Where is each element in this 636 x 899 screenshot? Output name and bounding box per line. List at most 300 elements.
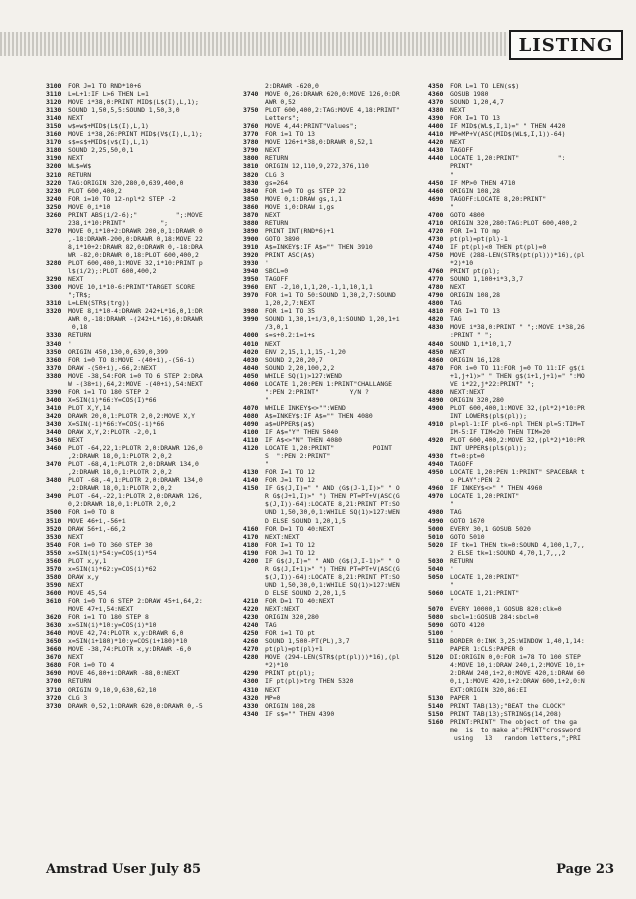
code-line bbox=[46, 122, 222, 130]
line-number: 3230 bbox=[46, 186, 62, 195]
line-code: FOR D=1 TO 40:NEXT bbox=[265, 524, 335, 533]
line-number: 3440 bbox=[46, 428, 62, 437]
line-code: FOR J=1 TO 12 bbox=[265, 548, 316, 557]
line-code: ORIGIN 320,280 bbox=[265, 613, 319, 622]
code-line bbox=[46, 565, 222, 573]
code-line bbox=[243, 138, 419, 146]
code-line bbox=[46, 187, 222, 195]
line-number: 4040 bbox=[243, 363, 259, 372]
code-line bbox=[243, 380, 419, 404]
line-code: ' bbox=[450, 564, 454, 573]
code-line bbox=[46, 436, 222, 444]
line-number: 4190 bbox=[243, 548, 259, 557]
code-line bbox=[428, 219, 604, 227]
line-number: 3600 bbox=[46, 588, 62, 597]
line-number: 3980 bbox=[243, 307, 259, 316]
line-number: 5100 bbox=[428, 629, 444, 638]
line-code: ORIGIN 9,10,9,630,62,10 bbox=[68, 685, 157, 694]
line-code: NEXT bbox=[68, 275, 84, 284]
line-code: MOVE -38,54:FOR i=0 TO 6 STEP 2:DRA W -(38+i),64,2:MOVE -(40+i),54:NEXT bbox=[68, 371, 203, 388]
code-line bbox=[243, 291, 419, 307]
line-code: L=L+1:IF L>6 THEN L=1 bbox=[68, 90, 149, 99]
line-code: pt(pl)=pt(pl)-1 bbox=[450, 234, 508, 243]
code-line bbox=[428, 235, 604, 243]
line-number: 4760 bbox=[428, 267, 444, 276]
line-code: IF INKEY$<>" " THEN 4960 bbox=[450, 484, 543, 493]
code-line bbox=[243, 533, 419, 541]
line-number: 3720 bbox=[46, 693, 62, 702]
code-line bbox=[428, 98, 604, 106]
line-code: TAGOFF bbox=[265, 275, 289, 284]
line-number: 5140 bbox=[428, 701, 444, 710]
line-number: 3630 bbox=[46, 621, 62, 630]
line-code: PLOT -68,-4,1:PLOTR 2,0:DRAWR 134,0 ,2:DRAWR 18,0,1:PLOTR 2,0,2 bbox=[68, 476, 203, 493]
code-line bbox=[428, 315, 604, 323]
line-code: CLG 3 bbox=[265, 170, 285, 179]
line-code: MOVE (288-LEN(STR$(pt(pl)))*16),(pl *2)*10 bbox=[450, 250, 585, 268]
code-line bbox=[428, 541, 604, 557]
line-code: FOR i=0 TO 6 STEP 2:DRAW 45+i,64,2: MOVE 47+i,54:NEXT bbox=[68, 597, 203, 614]
line-number: 4920 bbox=[428, 436, 444, 445]
line-code: PLOT 600,400,1:MOVE 32,i*10:PRINT p l$(i/2);:PLOT 600,400,2 bbox=[68, 259, 203, 276]
line-code: CLG 3 bbox=[68, 693, 88, 702]
line-number: 4320 bbox=[243, 693, 259, 702]
line-number: 3220 bbox=[46, 178, 62, 187]
code-line bbox=[243, 227, 419, 235]
line-code: PRINT pt(pl); bbox=[265, 669, 316, 678]
line-code: FOR I=1 TO mp bbox=[450, 226, 501, 235]
code-line bbox=[46, 404, 222, 412]
code-line bbox=[243, 106, 419, 122]
code-line bbox=[46, 581, 222, 589]
line-code: NEXT bbox=[450, 106, 466, 115]
line-number: 3100 bbox=[46, 82, 62, 90]
line-code: A$=INKEY$:IF A$="" THEN 4080 bbox=[265, 411, 373, 420]
line-code: NEXT bbox=[265, 339, 281, 348]
line-number: 3320 bbox=[46, 307, 62, 316]
code-line bbox=[428, 323, 604, 339]
line-code: ORIGIN 16,128 bbox=[450, 355, 501, 364]
line-code: x=SIN(i+180)*10:y=COS(i+180)*10 bbox=[68, 637, 188, 646]
line-code: IF G$(J,I)=" " AND (G$(J-1,I)>" " O R G$(J+1,I)>" ") THEN PT=PT+V(ASC(G $(J,I))-64):LOCATE 8,21:PRINT PT:SO UND 1,50,30,0,1:WHILE SQ(1)>127:WEN D ELSE SOUND 1,20,1,5 bbox=[265, 484, 400, 525]
line-number: 3900 bbox=[243, 234, 259, 243]
code-line bbox=[46, 130, 222, 138]
line-code: TAG:ORIGIN 320,280,0,639,400,0 bbox=[68, 178, 184, 187]
code-line bbox=[243, 613, 419, 621]
line-number: 4690 bbox=[428, 194, 444, 203]
line-code: a$=UPPER$(a$) bbox=[265, 419, 316, 428]
line-number: 4990 bbox=[428, 516, 444, 525]
code-line bbox=[46, 179, 222, 187]
line-code: PLOT X,Y,14 bbox=[68, 403, 111, 412]
line-code: ORIGIN 320,280:TAG:PLOT 600,400,2 bbox=[450, 218, 577, 227]
code-line bbox=[243, 468, 419, 476]
line-code: TAGOFF bbox=[450, 146, 474, 155]
line-code: MP=0 bbox=[265, 693, 281, 702]
code-line bbox=[46, 549, 222, 557]
line-number: 4150 bbox=[243, 484, 259, 493]
line-code: FOR I=1 TO 13 bbox=[450, 114, 501, 123]
header-band bbox=[0, 32, 508, 56]
line-number: 4900 bbox=[428, 403, 444, 412]
code-line bbox=[46, 211, 222, 227]
code-line bbox=[46, 340, 222, 348]
line-number: 4440 bbox=[428, 154, 444, 163]
line-code: FOR i=0 TO 8 bbox=[68, 508, 115, 517]
line-code: RETURN bbox=[68, 170, 92, 179]
line-code: w$=w$+MID$(L$(I),L,1) bbox=[68, 122, 149, 131]
code-line bbox=[243, 259, 419, 267]
line-number: 3920 bbox=[243, 250, 259, 259]
line-code: SBCL=0 bbox=[265, 267, 289, 276]
code-line bbox=[46, 589, 222, 597]
line-number: 4060 bbox=[243, 379, 259, 388]
line-code: SOUND 1,30,1+i/3,0,1:SOUND 1,20,1+i /3,0,1 bbox=[265, 315, 400, 332]
page-number: Page 23 bbox=[556, 862, 614, 877]
line-code: DI:ORIGIN 0,0:FOR i=78 TO 100 STEP 4:MOVE 10,i:DRAW 240,i,2:MOVE 10,i+ 2:DRAW 240,i+2,0:MOVE 420,i:DRAW 60 0,i,1:MOVE 420,i+2:DRAW 600,i+2,0:N EXT:ORIGIN 320,86:EI bbox=[450, 653, 585, 694]
code-line bbox=[243, 404, 419, 412]
line-code: PRINT TAB(13);STRING$(14,208) bbox=[450, 709, 562, 718]
line-code: MOVE 8,i*10-4:DRAWR 242+L*16,0,1:DR AWR 0,-18:DRAWR -(242+L*16),0:DRAWR 0,18 bbox=[68, 307, 203, 332]
code-line bbox=[428, 138, 604, 146]
line-number: 3330 bbox=[46, 331, 62, 340]
code-line bbox=[46, 525, 222, 533]
code-line bbox=[46, 621, 222, 629]
line-code: NEXT bbox=[265, 146, 281, 155]
line-code: DRAW 56+i,-66,2 bbox=[68, 524, 126, 533]
line-code: TAG bbox=[450, 299, 462, 308]
line-code: BORDER 0:INK 3,25:WINDOW 1,40,1,14: PAPER 1:CLS:PAPER 0 bbox=[450, 637, 585, 654]
line-number: 3640 bbox=[46, 629, 62, 638]
code-line bbox=[46, 492, 222, 508]
line-number: 4090 bbox=[243, 419, 259, 428]
line-code: L=LEN(STR$(trg)) bbox=[68, 299, 130, 308]
line-code: IF tk=1 THEN tk=0:SOUND 4,100,1,7,, 2 ELSE tk=1:SOUND 4,70,1,7,,,2 bbox=[450, 540, 585, 557]
code-line bbox=[46, 645, 222, 653]
line-number: 3790 bbox=[243, 146, 259, 155]
code-line bbox=[243, 146, 419, 154]
code-line bbox=[428, 573, 604, 589]
line-number: 3750 bbox=[243, 106, 259, 115]
code-line bbox=[428, 484, 604, 492]
code-line bbox=[428, 533, 604, 541]
line-code: NEXT bbox=[68, 653, 84, 662]
code-line bbox=[46, 203, 222, 211]
code-line bbox=[46, 195, 222, 203]
code-line bbox=[428, 525, 604, 533]
code-line bbox=[46, 637, 222, 645]
code-line bbox=[243, 549, 419, 557]
line-code: NEXT bbox=[265, 210, 281, 219]
line-number: 3570 bbox=[46, 564, 62, 573]
code-line bbox=[428, 621, 604, 629]
line-number: 3770 bbox=[243, 130, 259, 139]
line-code: TAGOFF:LOCATE 8,20:PRINT" " bbox=[450, 194, 547, 211]
line-code: LOCATE 1,20:PEN 1:PRINT"CHALLANGE ":PEN 2:PRINT" Y/N ? " bbox=[265, 379, 392, 404]
line-code: LOCATE 1,20:PRINT" POINT S ":PEN 2:PRINT" " bbox=[265, 444, 392, 469]
code-line bbox=[428, 130, 604, 138]
line-code: NEXT bbox=[68, 154, 84, 163]
line-code: RETURN bbox=[265, 154, 289, 163]
line-number: 3210 bbox=[46, 170, 62, 179]
code-line bbox=[428, 637, 604, 653]
line-number: 4970 bbox=[428, 492, 444, 501]
code-line bbox=[46, 444, 222, 460]
line-number: 3740 bbox=[243, 90, 259, 99]
code-line bbox=[428, 146, 604, 154]
line-code: GOTO 3890 bbox=[265, 234, 300, 243]
code-line bbox=[243, 686, 419, 694]
line-number: 3810 bbox=[243, 162, 259, 171]
code-line bbox=[428, 460, 604, 468]
line-code: SOUND 1,500-PT(PL),3,7 bbox=[265, 637, 350, 646]
code-line bbox=[428, 605, 604, 613]
line-number: 3650 bbox=[46, 637, 62, 646]
line-code: FOR i=1 TO pt bbox=[265, 629, 316, 638]
line-number: 4310 bbox=[243, 685, 259, 694]
line-number: 3670 bbox=[46, 653, 62, 662]
line-number: 3200 bbox=[46, 162, 62, 171]
line-code: ' bbox=[265, 259, 269, 268]
line-code: MOVE 0,i:DRAW gs,i,1 bbox=[265, 194, 342, 203]
line-number: 4770 bbox=[428, 275, 444, 284]
code-line bbox=[428, 348, 604, 356]
line-code: GOTO 1670 bbox=[450, 516, 485, 525]
line-number: 4330 bbox=[243, 701, 259, 710]
line-number: 4220 bbox=[243, 605, 259, 614]
code-line bbox=[46, 98, 222, 106]
code-line bbox=[243, 203, 419, 211]
line-number: 3170 bbox=[46, 138, 62, 147]
line-number: 3820 bbox=[243, 170, 259, 179]
code-line bbox=[46, 82, 222, 90]
line-code: FOR L=1 TO LEN(s$) bbox=[450, 82, 520, 90]
line-number: 4290 bbox=[243, 669, 259, 678]
code-line bbox=[46, 541, 222, 549]
line-code: A$=INKEY$:IF A$="" THEN 3910 bbox=[265, 242, 373, 251]
code-line bbox=[46, 356, 222, 364]
code-line bbox=[428, 211, 604, 219]
code-line bbox=[46, 476, 222, 492]
code-line bbox=[46, 517, 222, 525]
line-number: 3910 bbox=[243, 242, 259, 251]
code-line bbox=[46, 597, 222, 613]
line-code: FOR i=1 TO 180 STEP 8 bbox=[68, 613, 149, 622]
line-number: 3500 bbox=[46, 508, 62, 517]
line-code: ENV 2,15,1,1,15,-1,20 bbox=[265, 347, 346, 356]
code-line bbox=[243, 187, 419, 195]
line-number: 3960 bbox=[243, 283, 259, 292]
line-code: FOR i=0 TO 360 STEP 30 bbox=[68, 540, 153, 549]
line-code: FOR D=1 TO 40:NEXT bbox=[265, 597, 335, 605]
code-line bbox=[46, 372, 222, 388]
line-number: 3780 bbox=[243, 138, 259, 147]
line-number: 3940 bbox=[243, 267, 259, 276]
line-number: 3520 bbox=[46, 524, 62, 533]
line-code: IF MID$(WL$,I,1)=" " THEN 4420 bbox=[450, 122, 566, 131]
line-code: MOVE 45,54 bbox=[68, 588, 107, 597]
line-number: 3530 bbox=[46, 532, 62, 541]
line-number: 4130 bbox=[243, 468, 259, 477]
line-number: 4890 bbox=[428, 395, 444, 404]
line-number: 4820 bbox=[428, 315, 444, 324]
line-number: 3130 bbox=[46, 106, 62, 115]
line-code: LOCATE 1,20:PRINT" " bbox=[450, 572, 520, 589]
code-line bbox=[243, 605, 419, 613]
line-code: FOR i=1 TO 50:SOUND 1,30,2,7:SOUND 1,20,2,7:NEXT bbox=[265, 291, 396, 308]
code-line bbox=[428, 420, 604, 436]
line-code: RETURN bbox=[265, 218, 289, 227]
code-line bbox=[46, 677, 222, 685]
line-number: 3660 bbox=[46, 645, 62, 654]
line-code: MOVE 46+i,-56+i bbox=[68, 516, 126, 525]
code-line bbox=[46, 171, 222, 179]
code-line bbox=[46, 138, 222, 146]
code-line bbox=[428, 243, 604, 251]
line-code: ' bbox=[68, 339, 72, 348]
code-line bbox=[428, 613, 604, 621]
line-code: ORIGIN 108,28 bbox=[450, 291, 501, 300]
line-code: s$=s$+MID$(v$(I),L,1) bbox=[68, 138, 149, 147]
line-number: 4080 bbox=[243, 411, 259, 420]
code-line bbox=[428, 508, 604, 516]
line-number: 3360 bbox=[46, 355, 62, 364]
code-line bbox=[46, 669, 222, 677]
line-code: LOCATE 1,20:PRINT" " bbox=[450, 492, 520, 509]
line-code: PRINT ASC(A$) bbox=[265, 250, 316, 259]
line-code: FOR I=1 TO 12 bbox=[265, 468, 316, 477]
line-code: PRINT TAB(13);"BEAT the CLOCK" bbox=[450, 701, 566, 710]
code-line bbox=[243, 629, 419, 637]
line-code: PRINT ABS(i/2-6);" ";:MOVE 238,i*10:PRINT" "; bbox=[68, 210, 203, 227]
code-line bbox=[428, 179, 604, 187]
line-code: SOUND 1,20,4,7 bbox=[450, 98, 504, 107]
code-line bbox=[428, 404, 604, 420]
code-line bbox=[243, 412, 419, 420]
line-number: 5000 bbox=[428, 524, 444, 533]
code-line bbox=[243, 541, 419, 549]
code-line bbox=[46, 661, 222, 669]
line-code: MOVE 42,74:PLOTR x,y:DRAWR 6,0 bbox=[68, 629, 184, 638]
line-number: 3860 bbox=[243, 202, 259, 211]
line-number: 3240 bbox=[46, 194, 62, 203]
line-code: GOTO 5010 bbox=[450, 532, 485, 541]
line-code: MOVE 0,i*10+2:DRAWR 200,0,1:DRAWR 0 ,-18:DRAWR-200,0:DRAWR 0,18:MOVE 22 8,i*10+2:DRAWR 82,0:DRAWR 0,-18:DRA WR -82,0:DRAWR 0,18:PLOT 600,400,2 bbox=[68, 226, 203, 259]
code-line bbox=[243, 331, 419, 339]
line-code: RETURN bbox=[68, 677, 92, 686]
code-line bbox=[428, 565, 604, 573]
line-number: 3190 bbox=[46, 154, 62, 163]
line-code: MOVE 46,80+i:DRAWR -88,0:NEXT bbox=[68, 669, 180, 678]
code-line bbox=[46, 162, 222, 170]
line-code: DRAWR 20,0,1:PLOTR 2,0,2:MOVE X,Y bbox=[68, 411, 195, 420]
line-number: 3990 bbox=[243, 315, 259, 324]
line-number: 4260 bbox=[243, 637, 259, 646]
code-line bbox=[243, 154, 419, 162]
code-line bbox=[428, 653, 604, 693]
line-number: 4960 bbox=[428, 484, 444, 493]
code-line bbox=[243, 364, 419, 372]
code-line bbox=[243, 348, 419, 356]
line-number: 4930 bbox=[428, 452, 444, 461]
code-line bbox=[243, 243, 419, 251]
line-number: 3680 bbox=[46, 661, 62, 670]
code-line bbox=[428, 629, 604, 637]
code-line bbox=[46, 613, 222, 621]
code-line bbox=[46, 629, 222, 637]
code-line bbox=[46, 331, 222, 339]
line-number: 3150 bbox=[46, 122, 62, 131]
line-number: 3350 bbox=[46, 347, 62, 356]
line-code: MOVE 126+i*38,0:DRAWR 0,52,1 bbox=[265, 138, 373, 147]
line-code: x=SIN(i)*62:y=COS(i)*62 bbox=[68, 564, 157, 573]
line-number: 3420 bbox=[46, 411, 62, 420]
line-code: EVERY 10000,1 GOSUB 820:clk=0 bbox=[450, 605, 562, 614]
line-code: NEXT bbox=[265, 685, 281, 694]
code-line bbox=[243, 122, 419, 130]
line-code: EVERY 30,1 GOSUB 5020 bbox=[450, 524, 531, 533]
line-number: 5030 bbox=[428, 556, 444, 565]
code-line bbox=[243, 621, 419, 629]
line-number: 4780 bbox=[428, 283, 444, 292]
line-code: DRAWR 0,52,1:DRAWR 620,0:DRAWR 0,-5 bbox=[68, 701, 203, 710]
line-code: MOVE 10,i*10-6:PRINT"TARGET SCORE ";TR$; bbox=[68, 283, 195, 300]
line-number: 4070 bbox=[243, 403, 259, 412]
line-number: 4410 bbox=[428, 130, 444, 139]
code-line bbox=[243, 444, 419, 468]
line-code: WHILE INKEY$<>"":WEND bbox=[265, 403, 346, 412]
line-code: PLOT 600,400,1:MOVE 32,(pl*2)*10:PR INT LOWER$(pl$(pl)); bbox=[450, 403, 585, 420]
code-line bbox=[243, 428, 419, 436]
code-line bbox=[46, 694, 222, 702]
line-number: 3390 bbox=[46, 387, 62, 396]
line-number: 3950 bbox=[243, 275, 259, 284]
line-number: 3280 bbox=[46, 259, 62, 268]
line-number: 3510 bbox=[46, 516, 62, 525]
line-number: 4170 bbox=[243, 532, 259, 541]
code-line bbox=[428, 468, 604, 484]
line-number: 3710 bbox=[46, 685, 62, 694]
line-number: 3450 bbox=[46, 436, 62, 445]
line-code: TAGOFF bbox=[450, 460, 474, 469]
line-code: NEXT bbox=[68, 580, 84, 589]
code-line bbox=[46, 348, 222, 356]
line-number: 4430 bbox=[428, 146, 444, 155]
line-number: 3160 bbox=[46, 130, 62, 139]
line-code: ' bbox=[450, 629, 454, 638]
code-line bbox=[243, 669, 419, 677]
line-number: 3610 bbox=[46, 597, 62, 605]
line-number: 5130 bbox=[428, 693, 444, 702]
code-line bbox=[46, 154, 222, 162]
line-number: 4120 bbox=[243, 444, 259, 453]
line-code: ORIGIN 108,28 bbox=[265, 701, 316, 710]
code-line bbox=[46, 90, 222, 98]
line-code: NEXT bbox=[450, 138, 466, 147]
code-line bbox=[46, 702, 222, 710]
code-line bbox=[243, 484, 419, 524]
line-number: 3370 bbox=[46, 363, 62, 372]
code-line bbox=[243, 710, 419, 718]
code-line bbox=[243, 162, 419, 170]
code-line bbox=[46, 283, 222, 299]
line-number: 4860 bbox=[428, 355, 444, 364]
line-number: 3120 bbox=[46, 98, 62, 107]
code-line bbox=[243, 82, 419, 90]
line-number: 4420 bbox=[428, 138, 444, 147]
line-number: 4210 bbox=[243, 597, 259, 605]
line-number: 3970 bbox=[243, 291, 259, 300]
